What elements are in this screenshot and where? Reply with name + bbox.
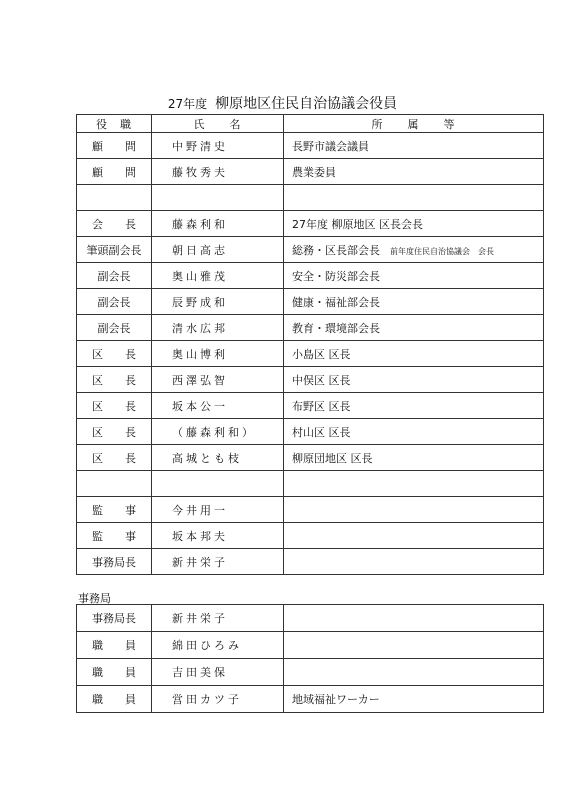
affiliation-cell — [284, 471, 544, 497]
role-cell: 区 長 — [77, 445, 152, 471]
affiliation-note: 前年度住民自治協議会 会長 — [390, 246, 494, 256]
affiliation-cell — [284, 419, 544, 445]
table-row — [77, 419, 544, 445]
table-row — [77, 686, 544, 713]
role-cell: 事務局長 — [77, 605, 152, 632]
affiliation-text: 教育・環境部会長 — [292, 321, 380, 335]
role-cell: 顧 問 — [77, 133, 152, 159]
table-row — [77, 315, 544, 341]
affiliation-cell — [284, 659, 544, 686]
header-affiliation: 所 属 等 — [284, 115, 544, 133]
role-cell: 職 員 — [77, 686, 152, 713]
role-cell: 区 長 — [77, 341, 152, 367]
table-row — [77, 497, 544, 523]
affiliation-text: 柳原団地区 区長 — [292, 451, 373, 465]
affiliation-cell — [284, 497, 544, 523]
affiliation-text: 長野市議会議員 — [292, 139, 369, 153]
table-row — [77, 393, 544, 419]
affiliation-cell — [284, 185, 544, 211]
name-cell: 西澤弘智 — [152, 367, 284, 393]
table-row — [77, 211, 544, 237]
role-cell: 区 長 — [77, 419, 152, 445]
header-name: 氏 名 — [152, 115, 284, 133]
table-row — [77, 605, 544, 632]
affiliation-cell — [284, 393, 544, 419]
affiliation-cell — [284, 159, 544, 185]
secretariat-table — [76, 604, 544, 713]
affiliation-cell — [284, 133, 544, 159]
table-header-row — [77, 115, 544, 133]
affiliation-text: 27年度 柳原地区 区長会長 — [292, 217, 423, 231]
role-cell: 会 長 — [77, 211, 152, 237]
name-cell: 藤森利和 — [152, 211, 284, 237]
affiliation-cell — [284, 523, 544, 549]
role-cell: 顧 問 — [77, 159, 152, 185]
table-row — [77, 445, 544, 471]
name-cell: 中野清史 — [152, 133, 284, 159]
affiliation-text: 中俣区 区長 — [292, 373, 351, 387]
table-row — [77, 289, 544, 315]
affiliation-text: 総務・区長部会長 — [292, 243, 380, 257]
table-row — [77, 367, 544, 393]
affiliation-text: 農業委員 — [292, 165, 336, 179]
table-row — [77, 659, 544, 686]
name-cell: 高城とも枝 — [152, 445, 284, 471]
affiliation-text: 健康・福祉部会長 — [292, 295, 380, 309]
role-cell: 監 事 — [77, 497, 152, 523]
affiliation-cell — [284, 289, 544, 315]
affiliation-cell — [284, 315, 544, 341]
table-row — [77, 341, 544, 367]
role-cell: 副会長 — [77, 289, 152, 315]
affiliation-cell — [284, 549, 544, 575]
name-cell — [152, 185, 284, 211]
name-cell: 新井栄子 — [152, 605, 284, 632]
affiliation-text: 安全・防災部会長 — [292, 269, 380, 283]
affiliation-text: 地域福祉ワーカー — [292, 693, 380, 706]
name-cell: 新井栄子 — [152, 549, 284, 575]
name-cell: 清水広邦 — [152, 315, 284, 341]
table-row — [77, 632, 544, 659]
role-cell — [77, 185, 152, 211]
role-cell: 副会長 — [77, 315, 152, 341]
affiliation-text: 村山区 区長 — [292, 425, 351, 439]
title-text: 柳原地区住民自治協議会役員 — [215, 96, 398, 112]
name-cell: 坂本邦夫 — [152, 523, 284, 549]
name-cell: 奥山博利 — [152, 341, 284, 367]
affiliation-text: 小島区 区長 — [292, 347, 351, 361]
table-row — [77, 549, 544, 575]
role-cell: 職 員 — [77, 632, 152, 659]
table-row — [77, 523, 544, 549]
name-cell: 営田カツ子 — [152, 686, 284, 713]
name-cell: 綿田ひろみ — [152, 632, 284, 659]
affiliation-cell — [284, 605, 544, 632]
role-cell: 事務局長 — [77, 549, 152, 575]
name-cell: 坂本公一 — [152, 393, 284, 419]
table-row — [77, 159, 544, 185]
affiliation-cell — [284, 263, 544, 289]
affiliation-cell — [284, 237, 544, 263]
role-cell: 区 長 — [77, 393, 152, 419]
page-title — [0, 93, 565, 113]
role-cell: 筆頭副会長 — [77, 237, 152, 263]
affiliation-cell — [284, 686, 544, 713]
title-year: 27年度 — [167, 97, 208, 111]
header-role: 役 職 — [77, 115, 152, 133]
name-cell: 奥山雅茂 — [152, 263, 284, 289]
role-cell: 区 長 — [77, 367, 152, 393]
officers-table — [76, 114, 544, 575]
role-cell: 監 事 — [77, 523, 152, 549]
table-row — [77, 471, 544, 497]
affiliation-cell — [284, 341, 544, 367]
affiliation-cell — [284, 211, 544, 237]
table-row — [77, 133, 544, 159]
affiliation-text: 布野区 区長 — [292, 399, 351, 413]
role-cell: 副会長 — [77, 263, 152, 289]
name-cell: 藤牧秀夫 — [152, 159, 284, 185]
name-cell: 辰野成和 — [152, 289, 284, 315]
name-cell: 今井用一 — [152, 497, 284, 523]
name-cell: 吉田美保 — [152, 659, 284, 686]
table-row — [77, 263, 544, 289]
secretariat-label: 事務局 — [78, 592, 111, 605]
affiliation-cell — [284, 632, 544, 659]
role-cell — [77, 471, 152, 497]
affiliation-cell — [284, 367, 544, 393]
table-row — [77, 237, 544, 263]
affiliation-cell — [284, 445, 544, 471]
role-cell: 職 員 — [77, 659, 152, 686]
name-cell: 朝日高志 — [152, 237, 284, 263]
name-cell — [152, 471, 284, 497]
name-cell: （藤森利和） — [152, 419, 284, 445]
table-row — [77, 185, 544, 211]
